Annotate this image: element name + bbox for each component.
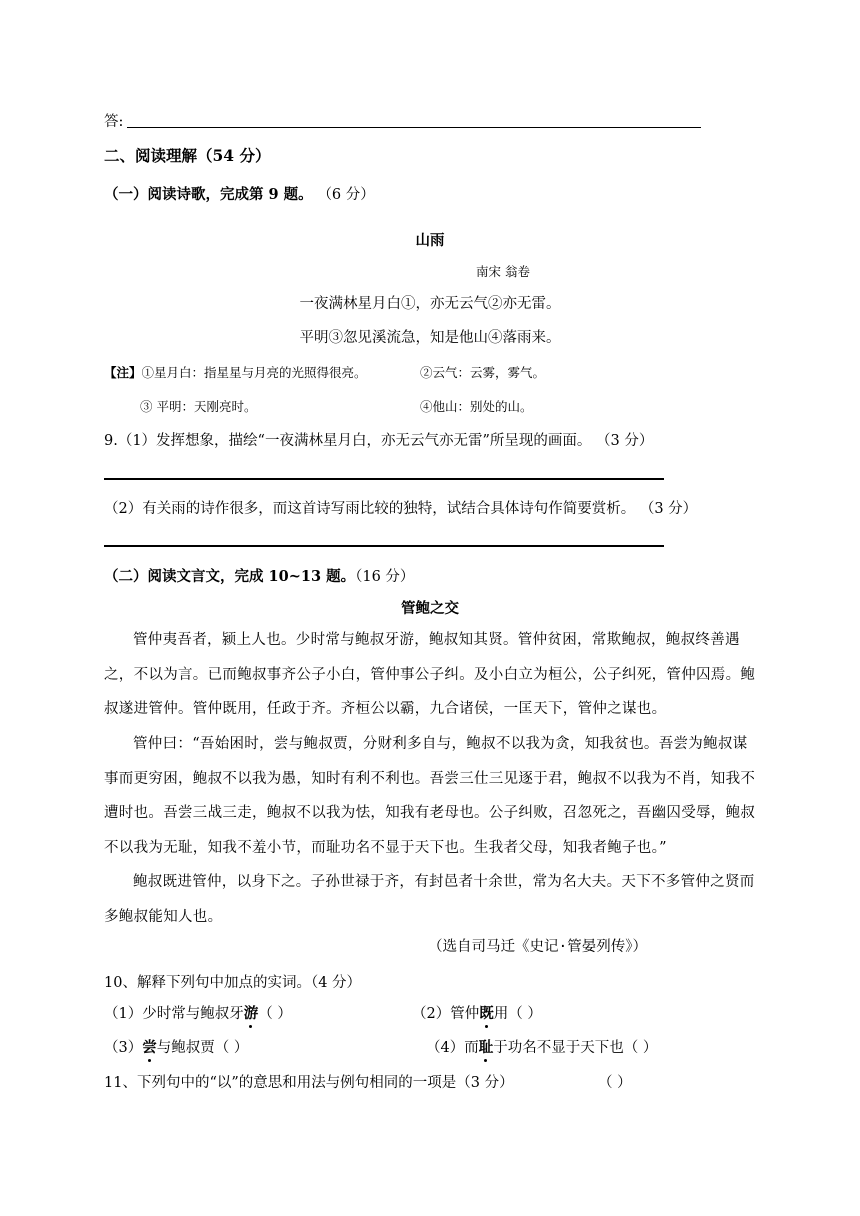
question-10-item-1 [104, 1002, 292, 1023]
question-10-stem: 10、解释下列句中加点的实词。（4 分） [104, 975, 362, 991]
q10-item-4-dotted-word: 耻 [479, 1036, 494, 1057]
question-9-2: （2）有关雨的诗作很多，而这首诗写雨比较的独特，试结合具体诗句作简要赏析。 （3 分） [104, 501, 698, 517]
passage-title: 管鲍之交 [401, 600, 459, 617]
q10-item-3-text-post: 与鲍叔贾 [156, 1040, 215, 1056]
part2-heading [104, 565, 414, 586]
passage-paragraph-3: 鲍叔既进管仲，以身下之。子孙世禄于齐，有封邑者十余世，常为名大夫。天下不多管仲之贤而多鲍叔能知人也。 [104, 874, 755, 925]
passage-paragraph-2: 管仲曰：“吾始困时，尝与鲍叔贾，分财利多自与，鲍叔不以我为贪，知我贫也。吾尝为鲍叔谋事而更穷困，鲍叔不以我为愚，知时有利不利也。吾尝三仕三见逐于君，鲍叔不以我为不肖，知我不遭时也。吾尝三战三走，鲍叔不以我为怯，知我有老母也。公子纠败，召忽死之，吾幽囚受辱，鲍叔不以我为无耻，知我不羞小节，而耻功名不显于天下也。生我者父母，知我者鲍子也。” [104, 736, 756, 857]
note-2: ②云气：云雾，雾气。 [420, 365, 546, 380]
q10-item-1-dotted-word: 游 [244, 1002, 259, 1023]
question-10-item-3 [104, 1036, 248, 1057]
q10-item-3-blank[interactable]: （ ） [214, 1040, 249, 1056]
q10-item-3-dotted-word: 尝 [142, 1036, 157, 1057]
question-10-item-4 [426, 1036, 657, 1057]
poem-line-1: 一夜满林星月白①，亦无云气②亦无雷。 [299, 296, 561, 312]
q10-item-2-text: （2）管仲 [412, 1006, 480, 1022]
question-11-blank[interactable]: （ ） [598, 1075, 632, 1091]
part1-heading-points: （6 分） [324, 187, 375, 203]
passage-paragraph-1: 管仲夷吾者，颍上人也。少时常与鲍叔牙游，鲍叔知其贤。管仲贫困，常欺鲍叔，鲍叔终善遇之，不以为言。已而鲍叔事齐公子小白，管仲事公子纠。及小白立为桓公，公子纠死，管仲囚焉。鲍叔遂进管仲。管仲既用，任政于齐。齐桓公以霸，九合诸侯，一匡天下，管仲之谋也。 [104, 632, 756, 718]
q10-item-1-text: （1）少时常与鲍叔牙 [104, 1006, 244, 1022]
q10-item-3-text: （3） [104, 1040, 143, 1056]
q10-item-4-blank[interactable]: （ ） [623, 1040, 658, 1056]
poem-author: 南宋 翁卷 [476, 264, 530, 279]
question-9-1: 9.（1）发挥想象，描绘“一夜满林星月白，亦无云气亦无雷”所呈现的画面。 （3 分） [104, 433, 654, 449]
part1-heading-text: （一）阅读诗歌，完成第 9 题。 [104, 186, 313, 203]
answer-line-9-2[interactable] [104, 545, 664, 547]
question-11-stem: 11、下列句中的“以”的意思和用法与例句相同的一项是（3 分） [104, 1075, 514, 1091]
answer-line[interactable] [127, 127, 701, 128]
poem-line-2: 平明③忽见溪流急，知是他山④落雨来。 [299, 330, 561, 346]
passage-source: （选自司马迁《史记·管晏列传》） [428, 939, 647, 955]
q10-item-2-dotted-word: 既 [479, 1002, 494, 1023]
note-label: 【注】 [104, 365, 142, 380]
part2-heading-text: （二）阅读文言文，完成 10~13 题。 [104, 568, 356, 585]
q10-item-4-text: （4）而 [426, 1040, 479, 1056]
note-1: ①星月白：指星星与月亮的光照得很亮。 [141, 365, 367, 380]
note-4: ④他山：别处的山。 [420, 399, 533, 414]
answer-line-9-1[interactable] [104, 478, 664, 480]
q10-item-1-blank[interactable]: （ ） [258, 1006, 292, 1022]
poem-title: 山雨 [415, 232, 445, 249]
part1-heading [104, 183, 375, 204]
q10-item-2-blank[interactable]: （ ） [508, 1006, 542, 1022]
question-10-item-2 [412, 1002, 542, 1023]
answer-label: 答: [104, 114, 124, 130]
q10-item-2-text-post: 用 [493, 1006, 509, 1022]
q10-item-4-text-post: 于功名不显于天下也 [493, 1040, 624, 1056]
note-3: ③ 平明：天刚亮时。 [140, 399, 257, 414]
note-row-1 [104, 363, 367, 381]
part2-heading-points: （16 分） [355, 569, 415, 585]
section-heading: 二、阅读理解（54 分） [104, 146, 271, 165]
